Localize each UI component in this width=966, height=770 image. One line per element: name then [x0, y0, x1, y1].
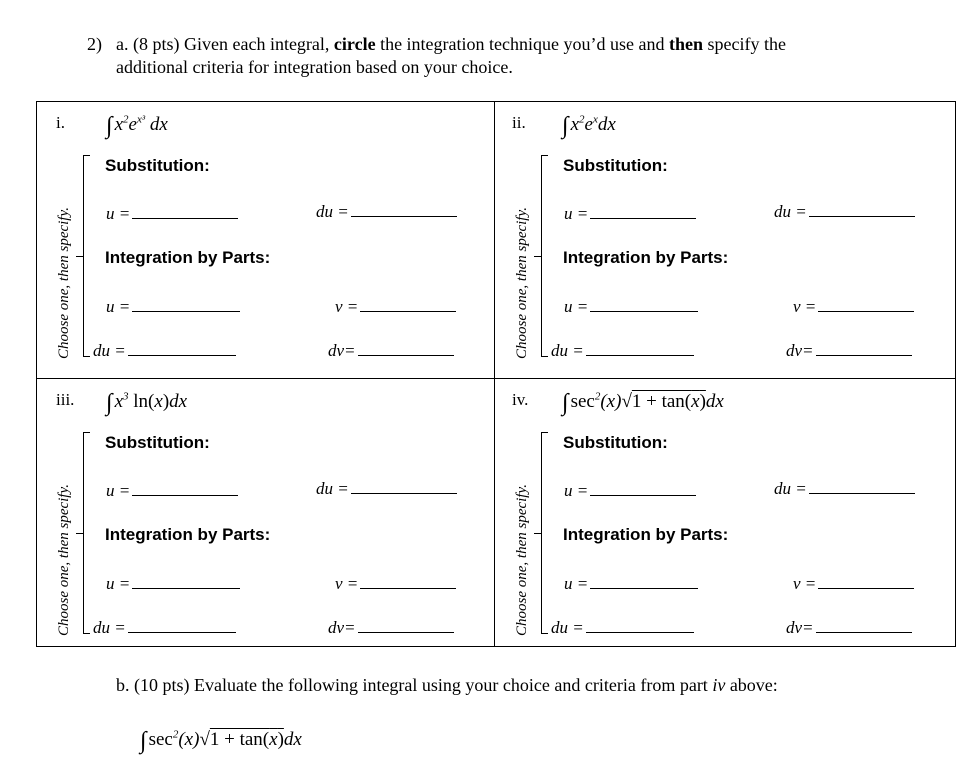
sub-du-field[interactable]: du =	[316, 202, 457, 222]
roman-numeral: iv.	[512, 390, 529, 409]
parts-v-field[interactable]: v =	[335, 574, 456, 594]
sub-u-field[interactable]: u =	[564, 204, 696, 224]
parts-dv-field[interactable]: dv=	[328, 341, 454, 361]
choose-one-label: Choose one, then specify.	[56, 483, 72, 636]
sub-u-field[interactable]: u =	[106, 204, 238, 224]
choose-one-label: Choose one, then specify.	[514, 206, 530, 359]
substitution-heading[interactable]: Substitution:	[105, 433, 210, 452]
instruction-line-1: a. (8 pts) Given each integral, circle the integration technique you’d use and then specify the	[116, 34, 786, 54]
choice-brace	[83, 432, 90, 634]
substitution-heading[interactable]: Substitution:	[563, 433, 668, 452]
parts-u-field[interactable]: u =	[106, 574, 240, 594]
parts-u-field[interactable]: u =	[106, 297, 240, 317]
choose-one-label: Choose one, then specify.	[56, 206, 72, 359]
substitution-heading[interactable]: Substitution:	[105, 156, 210, 175]
roman-numeral: i.	[56, 113, 65, 132]
integral-expression: ∫ $x^2e^{x^3}$ dx	[106, 113, 168, 139]
integral-expression: ∫ $\sec^2(x)√1 + \tan(x)dx$	[562, 390, 724, 416]
parts-heading[interactable]: Integration by Parts:	[563, 248, 729, 267]
part-b-prompt: b. (10 pts) Evaluate the following integral using your choice and criteria from part iv above:	[116, 675, 778, 695]
parts-dv-field[interactable]: dv=	[786, 341, 912, 361]
choice-brace	[541, 155, 548, 357]
integral-cell-4	[494, 378, 952, 654]
parts-heading[interactable]: Integration by Parts:	[105, 525, 271, 544]
sub-du-field[interactable]: du =	[774, 479, 915, 499]
parts-du-field[interactable]: du =	[551, 618, 694, 638]
parts-u-field[interactable]: u =	[564, 297, 698, 317]
choose-one-label: Choose one, then specify.	[514, 483, 530, 636]
sub-du-field[interactable]: du =	[774, 202, 915, 222]
parts-v-field[interactable]: v =	[335, 297, 456, 317]
parts-heading[interactable]: Integration by Parts:	[563, 525, 729, 544]
problem-number: 2)	[87, 34, 102, 54]
sub-u-field[interactable]: u =	[564, 481, 696, 501]
instruction-line-2: additional criteria for integration based on your choice.	[116, 57, 513, 77]
sub-du-field[interactable]: du =	[316, 479, 457, 499]
part-b-integral: ∫ $\sec^2(x)√1 + \tan(\overline{x})dx$	[140, 728, 302, 754]
integral-expression: ∫ $x^2e^xdx$	[562, 113, 616, 139]
choice-brace	[541, 432, 548, 634]
integral-expression: ∫ $x^3$ ln(x)dx	[106, 390, 188, 416]
parts-du-field[interactable]: du =	[93, 618, 236, 638]
integral-cell-3	[36, 378, 494, 654]
parts-dv-field[interactable]: dv=	[786, 618, 912, 638]
substitution-heading[interactable]: Substitution:	[563, 156, 668, 175]
choice-brace	[83, 155, 90, 357]
parts-heading[interactable]: Integration by Parts:	[105, 248, 271, 267]
parts-du-field[interactable]: du =	[551, 341, 694, 361]
parts-u-field[interactable]: u =	[564, 574, 698, 594]
parts-v-field[interactable]: v =	[793, 297, 914, 317]
parts-du-field[interactable]: du =	[93, 341, 236, 361]
parts-dv-field[interactable]: dv=	[328, 618, 454, 638]
integral-cell-1	[36, 101, 494, 377]
roman-numeral: ii.	[512, 113, 526, 132]
integral-cell-2	[494, 101, 952, 377]
parts-v-field[interactable]: v =	[793, 574, 914, 594]
roman-numeral: iii.	[56, 390, 75, 409]
sub-u-field[interactable]: u =	[106, 481, 238, 501]
